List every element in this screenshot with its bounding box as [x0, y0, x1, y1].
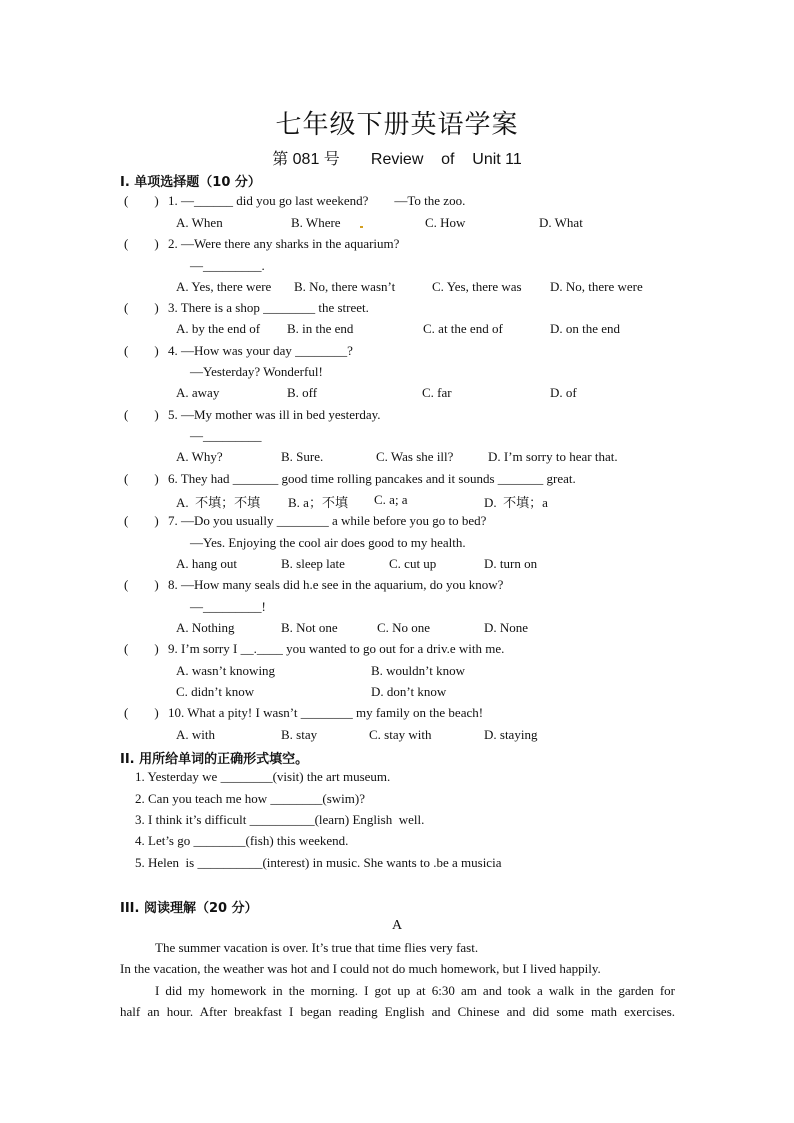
question-number: 8. — [168, 577, 178, 592]
option-b: B. off — [287, 385, 318, 400]
passage-line-4: half an hour. After breakfast I began reading English and Chinese and did some math exercises. — [120, 1004, 675, 1019]
option-a: A. Why? — [176, 449, 223, 464]
question-8 — [168, 577, 503, 593]
question-number: 2. — [168, 236, 178, 251]
passage-label: A — [391, 918, 403, 933]
answer-bracket: ( ) — [124, 343, 159, 358]
question-stem: There is a shop ________ the street. — [180, 300, 369, 315]
option-d: D. staying — [484, 727, 538, 742]
option-c: C. didn’t know — [176, 684, 255, 699]
option-a: A. When — [176, 215, 223, 230]
question-number: 1. — [168, 193, 178, 208]
option-d: D. 不填；a — [484, 495, 548, 510]
question-5-reply: —_________ — [190, 428, 262, 443]
option-b: B. in the end — [287, 321, 354, 336]
option-b: B. stay — [281, 727, 318, 742]
question-7 — [168, 513, 486, 529]
option-d: D. of — [550, 385, 577, 400]
question-number: 4. — [168, 343, 178, 358]
answer-bracket: ( ) — [124, 407, 159, 422]
question-number: 3. — [168, 300, 178, 315]
stray-mark — [360, 226, 363, 228]
option-c: C. stay with — [369, 727, 432, 742]
option-c: C. cut up — [389, 556, 437, 571]
answer-bracket: ( ) — [124, 193, 159, 208]
section-heading-fill-in: II. 用所给单词的正确形式填空。 — [120, 752, 309, 767]
option-b: B. No, there wasn’t — [294, 279, 396, 294]
fill-in-item-4: 4. Let’s go ________(fish) this weekend. — [135, 833, 349, 848]
option-a: A. wasn’t knowing — [176, 663, 276, 678]
option-c: C. Was she ill? — [376, 449, 454, 464]
question-number: 7. — [168, 513, 178, 528]
fill-in-item-5: 5. Helen is __________(interest) in music. She wants to .be a musicia — [135, 855, 502, 870]
question-stem: —How was your day ________? — [181, 343, 353, 358]
option-d: D. None — [484, 620, 529, 635]
option-b: B. wouldn’t know — [371, 663, 466, 678]
passage-line-1: The summer vacation is over. It’s true that time flies very fast. — [155, 940, 479, 955]
option-c: C. How — [425, 215, 466, 230]
answer-bracket: ( ) — [124, 236, 159, 251]
option-a: A. away — [176, 385, 220, 400]
question-stem: I’m sorry I __.____ you wanted to go out for a driv.e with me. — [181, 641, 505, 656]
option-a: A. 不填；不填 — [176, 495, 261, 510]
option-d: D. don’t know — [371, 684, 447, 699]
question-4-reply: —Yesterday? Wonderful! — [190, 364, 323, 379]
question-6 — [168, 471, 576, 487]
section-heading-multiple-choice: I. 单项选择题（10 分） — [120, 175, 261, 190]
answer-bracket: ( ) — [124, 513, 159, 528]
question-1 — [168, 193, 465, 209]
question-4 — [168, 343, 353, 359]
fill-in-item-2: 2. Can you teach me how ________(swim)? — [135, 791, 365, 806]
option-c: C. a; a — [374, 492, 408, 507]
option-c: C. No one — [377, 620, 431, 635]
question-7-reply: —Yes. Enjoying the cool air does good to my health. — [190, 535, 466, 550]
question-number: 9. — [168, 641, 178, 656]
option-b: B. sleep late — [281, 556, 345, 571]
answer-bracket: ( ) — [124, 705, 159, 720]
fill-in-item-3: 3. I think it’s difficult __________(learn) English well. — [135, 812, 425, 827]
question-stem: —My mother was ill in bed yesterday. — [181, 407, 381, 422]
passage-line-2: In the vacation, the weather was hot and I could not do much homework, but I lived happily. — [120, 961, 601, 976]
document-title: 七年级下册英语学案 — [275, 110, 519, 140]
question-stem: What a pity! I wasn’t ________ my family on the beach! — [187, 705, 484, 720]
question-2 — [168, 236, 399, 252]
question-number: 5. — [168, 407, 178, 422]
option-d: D. on the end — [550, 321, 621, 336]
option-b: B. a；不填 — [288, 495, 348, 510]
option-b: B. Not one — [281, 620, 338, 635]
question-stem: They had _______ good time rolling pancakes and it sounds _______ great. — [180, 471, 576, 486]
question-10 — [168, 705, 483, 721]
fill-in-item-1: 1. Yesterday we ________(visit) the art museum. — [135, 769, 391, 784]
question-stem: —Were there any sharks in the aquarium? — [181, 236, 400, 251]
option-d: D. No, there were — [550, 279, 643, 294]
option-a: A. Yes, there were — [176, 279, 272, 294]
option-a: A. by the end of — [176, 321, 261, 336]
question-number: 6. — [168, 471, 178, 486]
question-8-reply: —_________! — [190, 599, 266, 614]
option-d: D. I’m sorry to hear that. — [488, 449, 618, 464]
passage-line-3: I did my homework in the morning. I got up at 6:30 am and took a walk in the garden for — [155, 983, 675, 998]
option-a: A. with — [176, 727, 215, 742]
option-a: A. hang out — [176, 556, 238, 571]
question-9 — [168, 641, 504, 657]
option-d: D. turn on — [484, 556, 538, 571]
answer-bracket: ( ) — [124, 641, 159, 656]
question-stem: —How many seals did h.e see in the aquarium, do you know? — [181, 577, 504, 592]
answer-bracket: ( ) — [124, 300, 159, 315]
option-d: D. What — [539, 215, 583, 230]
option-b: B. Sure. — [281, 449, 324, 464]
option-a: A. Nothing — [176, 620, 235, 635]
option-c: C. Yes, there was — [432, 279, 522, 294]
question-stem: —Do you usually ________ a while before you go to bed? — [181, 513, 487, 528]
question-number: 10. — [168, 705, 185, 720]
option-c: C. far — [422, 385, 452, 400]
option-c: C. at the end of — [423, 321, 503, 336]
section-heading-reading: III. 阅读理解（20 分） — [120, 901, 258, 916]
question-3 — [168, 300, 369, 316]
document-subtitle: 第 081 号 Review of Unit 11 — [272, 151, 522, 168]
answer-bracket: ( ) — [124, 471, 159, 486]
option-b: B. Where — [291, 215, 341, 230]
question-2-reply: —_________. — [190, 258, 265, 273]
answer-bracket: ( ) — [124, 577, 159, 592]
question-stem: —______ did you go last weekend? —To the zoo. — [181, 193, 466, 208]
question-5 — [168, 407, 381, 423]
